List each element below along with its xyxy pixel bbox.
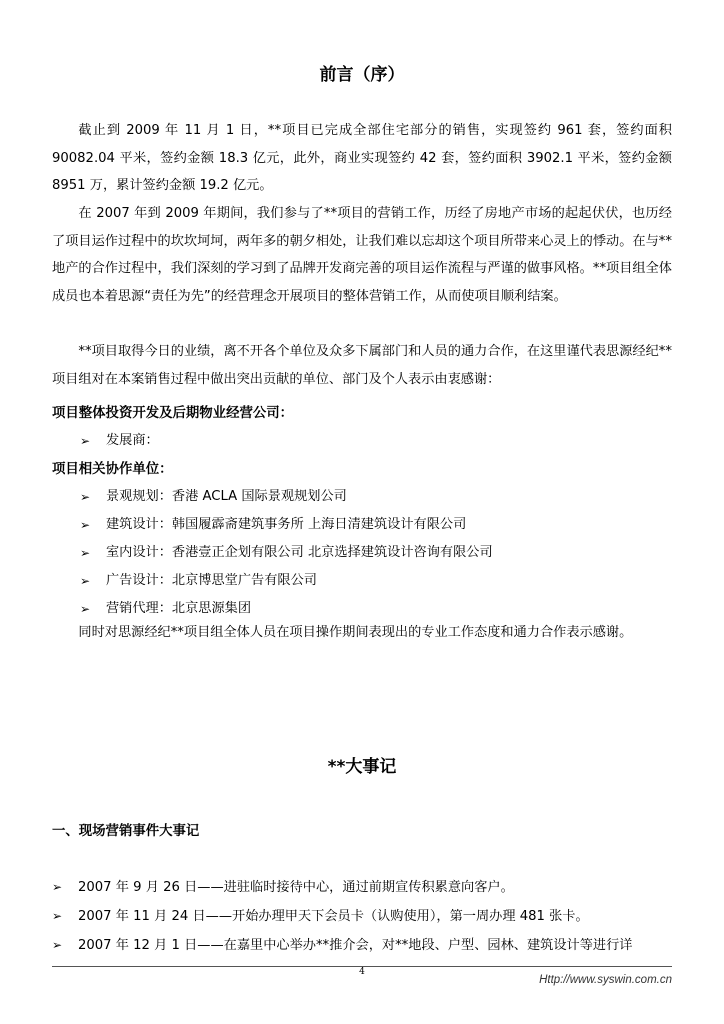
preface-paragraph-1: 截止到 2009 年 11 月 1 日，**项目已完成全部住宅部分的销售，实现签约 961 套，签约面积 90082.04 平米，签约金额 18.3 亿元，此外，商业实现签约 42 套，签约面积 3902.1 平米，签约金额 8951 万，累计签约金额 19.2 亿元。	[52, 123, 672, 193]
list-item: ➢ 景观规划：香港 ACLA 国际景观规划公司	[80, 483, 493, 511]
arrow-bullet-icon: ➢	[80, 490, 91, 504]
preface-paragraph-3: **项目取得今日的业绩，离不开各个单位及众多下属部门和人员的通力合作，在这里谨代表思源经纪**项目组对在本案销售过程中做出突出贡献的单位、部门及个人表示由衷感谢：	[52, 344, 672, 387]
list-item: ➢ 建筑设计：韩国履霹斋建筑事务所 上海日清建筑设计有限公司	[80, 511, 493, 539]
arrow-bullet-icon: ➢	[80, 574, 91, 588]
page-number: 4	[359, 967, 365, 977]
list-item: ➢ 发展商：	[80, 427, 159, 455]
preface-paragraph-4: 同时对思源经纪**项目组全体人员在项目操作期间表现出的专业工作态度和通力合作表示感谢。	[78, 625, 633, 640]
list-item: ➢ 2007 年 9 月 26 日——进驻临时接待中心，通过前期宣传积累意向客户。	[52, 873, 692, 902]
arrow-bullet-icon: ➢	[52, 880, 63, 894]
arrow-bullet-icon: ➢	[80, 434, 91, 448]
arrow-bullet-icon: ➢	[52, 909, 63, 923]
list-item: ➢ 2007 年 12 月 1 日——在嘉里中心举办**推介会，对**地段、户型、园林、建筑设计等进行详	[52, 931, 692, 960]
preface-paragraph-2: 在 2007 年到 2009 年期间，我们参与了**项目的营销工作，历经了房地产市场的起起伏伏，也历经了项目运作过程中的坎坎坷坷，两年多的朝夕相处，让我们难以忘却这个项目所带来心灵上的悸动。在与**地产的合作过程中，我们深刻的学习到了品牌开发商完善的项目运作流程与严谨的做事风格。**项目组全体成员也本着思源“责任为先”的经营理念开展项目的整体营销工作，从而使项目顺利结案。	[52, 206, 672, 304]
list-item: ➢ 2007 年 11 月 24 日——开始办理甲天下会员卡（认购使用），第一周办理 481 张卡。	[52, 902, 692, 931]
partners-section-heading: 项目相关协作单位：	[52, 462, 173, 477]
arrow-bullet-icon: ➢	[52, 938, 63, 952]
events-section-heading: 一、现场营销事件大事记	[52, 824, 200, 839]
list-item: ➢ 广告设计：北京博思堂广告有限公司	[80, 567, 493, 595]
events-title: **大事记	[327, 757, 397, 777]
preface-title: 前言（序）	[319, 65, 405, 85]
arrow-bullet-icon: ➢	[80, 518, 91, 532]
list-item: ➢ 室内设计：香港壹正企划有限公司 北京选择建筑设计咨询有限公司	[80, 539, 493, 567]
developer-section-heading: 项目整体投资开发及后期物业经营公司：	[52, 406, 294, 421]
footer-url[interactable]: Http://www.syswin.com.cn	[539, 974, 672, 986]
partners-list	[80, 483, 493, 623]
arrow-bullet-icon: ➢	[80, 546, 91, 560]
arrow-bullet-icon: ➢	[80, 602, 91, 616]
list-item: ➢ 营销代理：北京思源集团	[80, 595, 493, 623]
developer-list	[80, 427, 159, 455]
events-list	[52, 873, 692, 960]
